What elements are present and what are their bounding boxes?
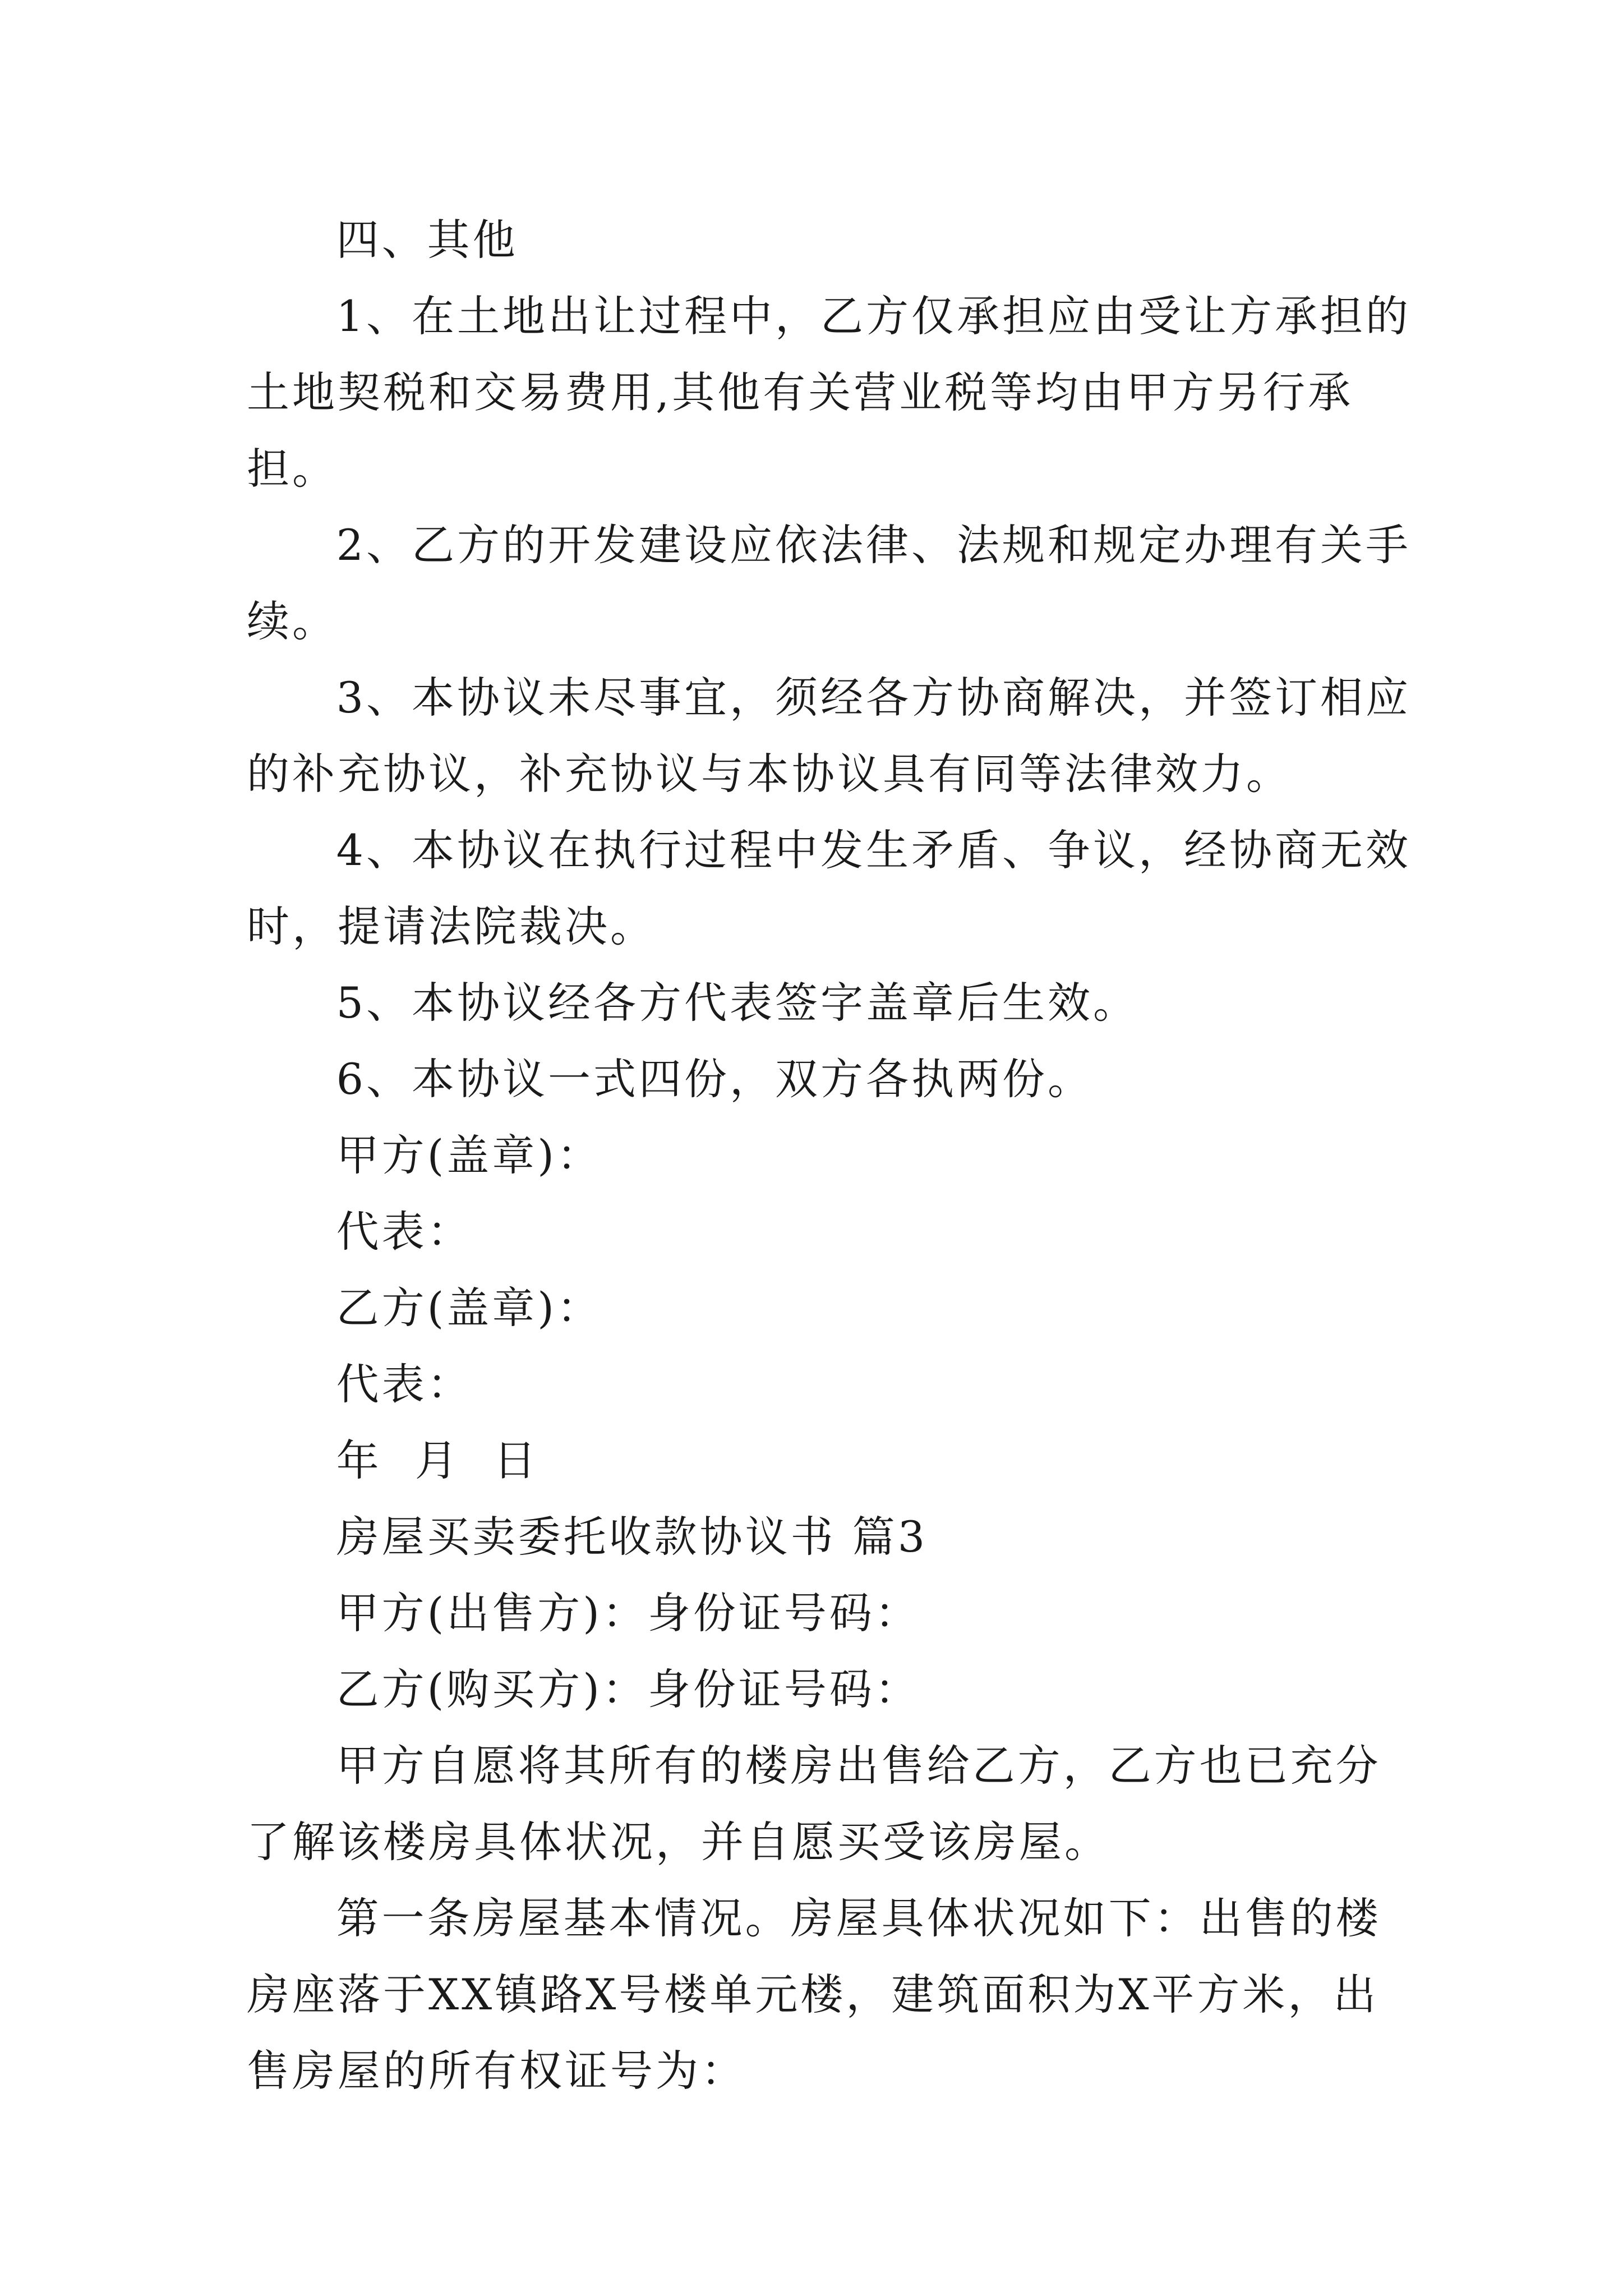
seller-id-line: 甲方(出售方)：身份证号码： bbox=[336, 1588, 920, 1638]
date-line: 年 月 日 bbox=[336, 1435, 539, 1485]
paragraph-clause-6: 6、本协议一式四份，双方各执两份。 bbox=[336, 1054, 1093, 1104]
agreement-title: 房屋买卖委托收款协议书 篇3 bbox=[336, 1512, 928, 1562]
party-a-representative-line: 代表： bbox=[336, 1207, 473, 1257]
paragraph-article-1: 第一条房屋基本情况。房屋具体状况如下：出售的楼房座落于XX镇路X号楼单元楼，建筑面积为X平方米，出售房屋的所有权证号为： bbox=[247, 1893, 1381, 2096]
paragraph-intro: 甲方自愿将其所有的楼房出售给乙方，乙方也已充分了解该楼房具体状况，并自愿买受该房屋。 bbox=[247, 1741, 1381, 1867]
paragraph-clause-4: 4、本协议在执行过程中发生矛盾、争议，经协商无效时，提请法院裁决。 bbox=[247, 825, 1411, 951]
party-b-seal-line: 乙方(盖章)： bbox=[336, 1283, 602, 1333]
buyer-id-line: 乙方(购买方)：身份证号码： bbox=[336, 1664, 920, 1714]
document-body bbox=[247, 202, 1413, 2109]
paragraph-clause-2: 2、乙方的开发建设应依法律、法规和规定办理有关手续。 bbox=[247, 520, 1411, 646]
paragraph-clause-3: 3、本协议未尽事宜，须经各方协商解决，并签订相应的补充协议，补充协议与本协议具有同等法律效力。 bbox=[247, 673, 1411, 799]
party-b-representative-line: 代表： bbox=[336, 1359, 473, 1409]
paragraph-clause-1: 1、在土地出让过程中，乙方仅承担应由受让方承担的土地契税和交易费用,其他有关营业税等均由甲方另行承担。 bbox=[247, 291, 1411, 494]
section-heading: 四、其他 bbox=[336, 215, 518, 265]
party-a-seal-line: 甲方(盖章)： bbox=[336, 1130, 602, 1180]
paragraph-clause-5: 5、本协议经各方代表签字盖章后生效。 bbox=[336, 978, 1138, 1028]
